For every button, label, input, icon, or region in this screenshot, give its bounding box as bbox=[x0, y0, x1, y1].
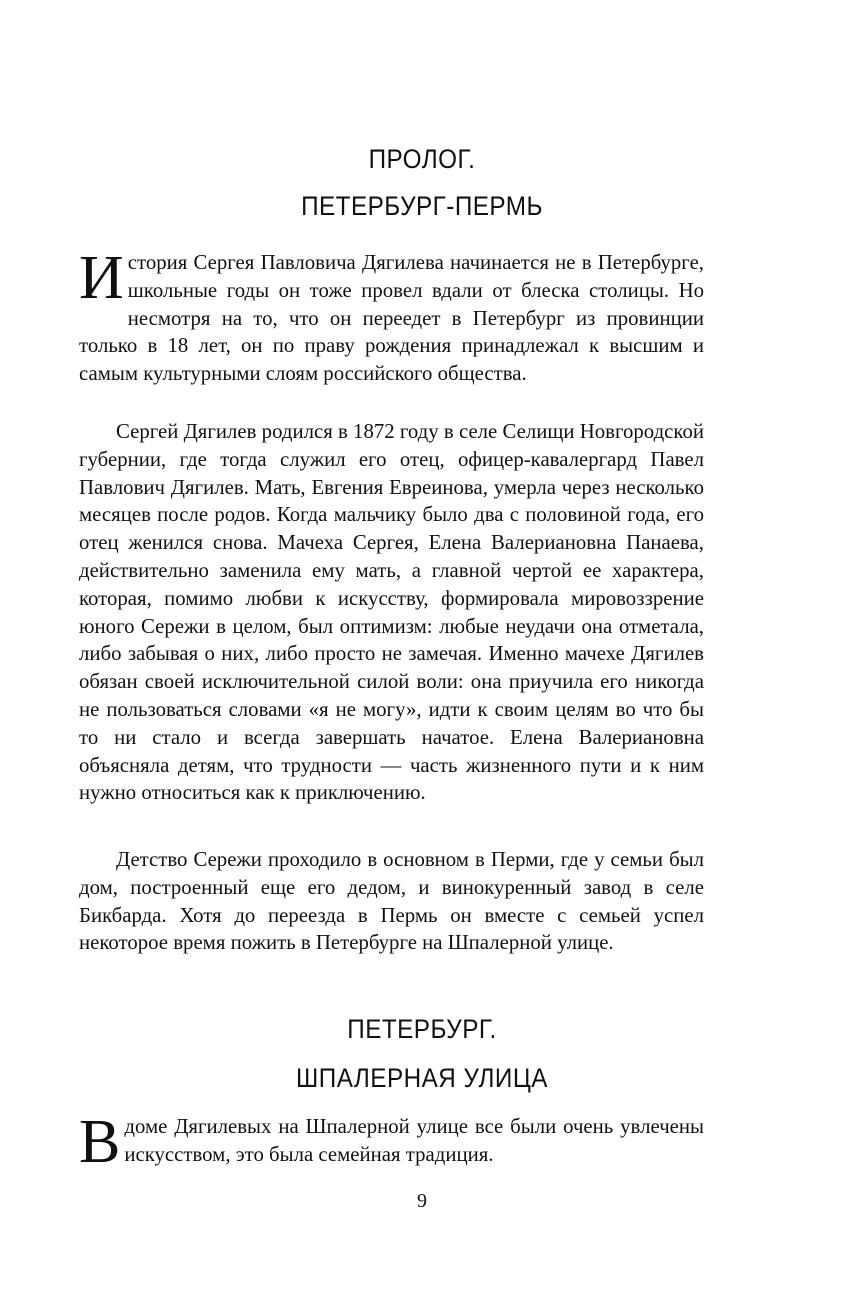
chapter-heading-prologue bbox=[42, 142, 802, 223]
heading-line: ПРОЛОГ. bbox=[368, 144, 476, 174]
paragraph-family-home bbox=[79, 1108, 704, 1176]
paragraph-intro bbox=[79, 244, 704, 388]
paragraph-text: Сергей Дягилев родился в 1872 году в селе Селищи Новгородской губернии, где тогда служил его отец, офицер-кавалергард Павел Павлович Дягилев. Мать, Евгения Евреинова, умерла через несколько месяцев после родов. Когда мальчику было два с половиной года, его отец женился снова. Мачеха Сергея, Елена Валериановна Панаева, действительно заменила ему мать, а главной чертой ее характера, которая, помимо любви к искусству, формировала мировоззрение юного Сережи в целом, был оптимизм: любые неудачи она отметала, либо забывая о них, либо просто не замечая. Именно мачехе Дягилев обязан своей исключительной силой воли: она приучила его никогда не пользоваться словами «я не могу», идти к своим целям во что бы то ни стало и всегда завершать начатое. Елена Валериановна объясняла детям, что трудности — часть жизненного пути и к ним нужно относиться как к приключению. bbox=[79, 420, 704, 805]
heading-line: ПЕТЕРБУРГ-ПЕРМЬ bbox=[301, 191, 543, 221]
paragraph-text: Детство Сережи проходило в основном в Перми, где у семьи был дом, построенный еще его дедом, и винокуренный завод в селе Бикбарда. Хотя до переезда в Пермь он вместе с семьей успел некоторое время пожить в Петербурге на Шпалерной улице. bbox=[79, 848, 704, 955]
heading-line: ШПАЛЕРНАЯ УЛИЦА bbox=[296, 1063, 548, 1093]
page-number: 9 bbox=[417, 1190, 427, 1212]
heading-line: ПЕТЕРБУРГ. bbox=[347, 1014, 497, 1044]
paragraph-birth bbox=[79, 418, 704, 807]
drop-cap: И bbox=[79, 244, 124, 312]
paragraph-text: доме Дягилевых на Шпалерной улице все были очень увлечены искусством, это была семейная традиция. bbox=[124, 1115, 704, 1166]
drop-cap: В bbox=[79, 1108, 121, 1176]
chapter-heading-shpalernaya bbox=[42, 1012, 802, 1095]
paragraph-text: стория Сергея Павловича Дягилева начинается не в Петербурге, школьные годы он тоже провел вдали от блеска столицы. Но несмотря на то, что он переедет в Петербург из провинции только в 18 лет, он по праву рождения принадлежал к высшим и самым культурными слоям российского общества. bbox=[79, 251, 704, 386]
paragraph-childhood bbox=[79, 846, 704, 957]
